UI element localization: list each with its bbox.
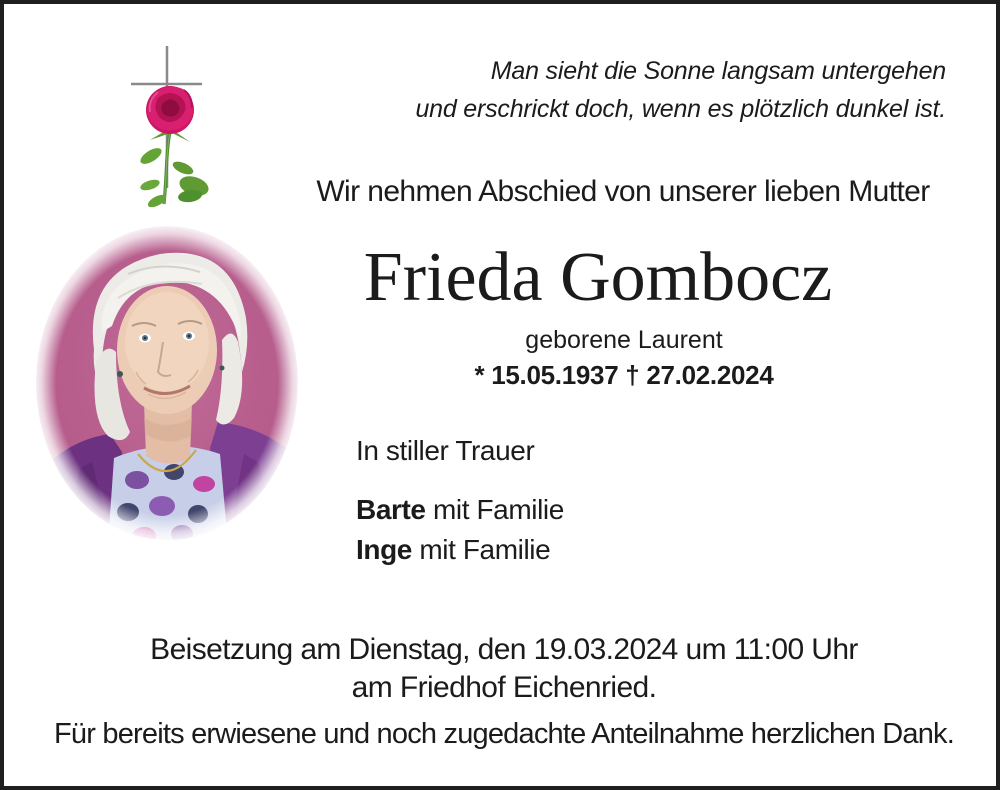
mourning-lead: In stiller Trauer [356,435,535,466]
epigraph-line-1: Man sieht die Sonne langsam untergehen [490,57,946,85]
intro-line: Wir nehmen Abschied von unserer lieben Mutter [316,175,930,208]
life-dates: * 15.05.1937 † 27.02.2024 [474,360,774,390]
mourners-list [356,490,564,570]
mourner-suffix: mit Familie [411,534,551,565]
mourner-name: Barte [356,494,426,525]
mourner-row [356,530,564,570]
deceased-name: Frieda Gombocz [363,239,833,316]
mourner-row [356,490,564,530]
mourner-name: Inge [356,534,412,565]
epigraph-line-2: und erschrickt doch, wenn es plötzlich dunkel ist. [415,95,946,123]
maiden-name: geborene Laurent [525,326,723,354]
funeral-info [4,631,1000,707]
funeral-line-2: am Friedhof Eichenried. [351,671,657,704]
mourner-suffix: mit Familie [425,494,564,525]
memorial-photo [32,222,302,544]
epigraph [415,52,946,128]
funeral-line-1: Beisetzung am Dienstag, den 19.03.2024 um 11:00 Uhr [150,633,858,666]
cross-rose-icon [120,40,244,212]
thanks-line: Für bereits erwiesene und noch zugedachte Anteilnahme herzlichen Dank. [54,718,954,750]
